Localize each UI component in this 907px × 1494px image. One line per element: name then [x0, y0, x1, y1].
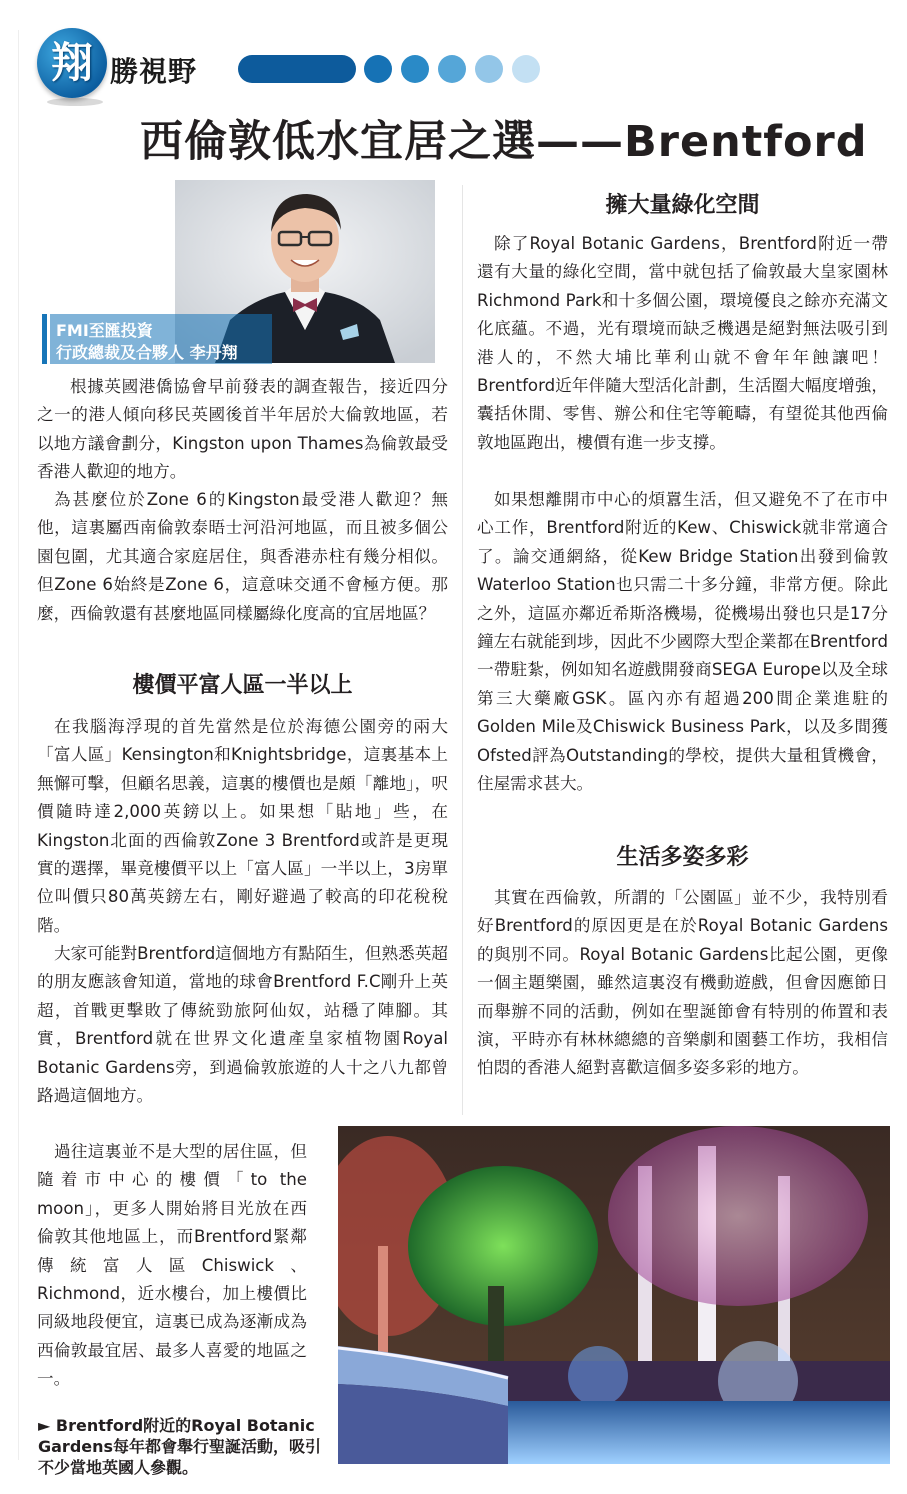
paragraph-6: 除了Royal Botanic Gardens，Brentford附近一帶還有大量的綠化空間，當中就包括了倫敦最大皇家園林Richmond Park和十多個公園，環境優良之餘亦充滿文化底蘊。不過，光有環境而缺乏機遇是絕對無法吸引到港人的，不然大埔比華利山就不會年年蝕讓吧！Brentford近年伴隨大型活化計劃，生活圈大幅度增強，囊括休閒、零售、辦公和住宅等範疇，有望從其他西倫敦地區跑出，樓價有進一步支撐。 — [477, 234, 888, 452]
column-name: 勝視野 — [110, 55, 198, 88]
author-company: FMI至匯投資 — [56, 321, 153, 340]
paragraph-7: 如果想離開市中心的煩囂生活，但又避免不了在市中心工作，Brentford附近的Kew、Chiswick就非常適合了。論交通網絡，從Kew Bridge Station出發到倫敦Waterloo Station也只需二十多分鐘，非常方便。除此之外，這區亦鄰近希斯洛機場，從機場出發也只是17分鐘左右就能到埗，因此不少國際大型企業都在Brentford一帶駐紮，例如知名遊戲開發商SEGA Europe以及全球第三大藥廠GSK。區內亦有超過200間企業進駐的Golden Mile及Chiswick Business Park，以及多間獲Ofsted評為Outstanding的學校，提供大量租賃機會，住屋需求甚大。 — [477, 490, 888, 794]
header-decor-dot-1 — [364, 55, 392, 83]
garden-illustration — [338, 1126, 890, 1464]
column-divider — [462, 185, 463, 1115]
subheading-green-space: 擁大量綠化空間 — [605, 193, 760, 218]
paragraph-5: 過往這裏並不是大型的居住區，但隨着市中心的樓價「to the moon」，更多人開始將目光放在西倫敦其他地區上，而Brentford緊鄰傳統富人區Chiswick、Richmond，近水樓台，加上樓價比同級地段便宜，這裏已成為逐漸成為西倫敦最宜居、最多人喜愛的地區之一。 — [37, 1142, 307, 1389]
photo-caption: ► Brentford附近的Royal Botanic Gardens每年都會舉行聖誕活動，吸引不少當地英國人參觀。 — [38, 1416, 322, 1477]
logo-shadow — [47, 98, 103, 106]
header-decor-dot-2 — [401, 55, 429, 83]
subheading-lifestyle: 生活多姿多彩 — [616, 845, 749, 870]
paragraph-3: 在我腦海浮現的首先當然是位於海德公園旁的兩大「富人區」Kensington和Knightsbridge，這裏基本上無懈可擊，但顧名思義，這裏的樓價也是頗「離地」，呎價隨時達2,000英鎊以上。如果想「貼地」些，在Kingston北面的西倫敦Zone 3 Brentford或許是更現實的選擇，畢竟樓價平以上「富人區」一半以上，3房單位叫價只80萬英鎊左右，剛好避過了較高的印花稅稅階。 — [37, 717, 448, 935]
paragraph-2: 為甚麼位於Zone 6的Kingston最受港人歡迎？無他，這裏屬西南倫敦泰晤士河沿河地區，而且被多個公園包圍，尤其適合家庭居住，與香港赤柱有幾分相似。但Zone 6始終是Zone 6，這意味交通不會極方便。那麼，西倫敦還有甚麼地區同樣屬綠化度高的宜居地區？ — [37, 490, 448, 623]
page-margin-rule — [18, 30, 19, 1460]
header-decor-dot-3 — [438, 55, 466, 83]
portrait-caption-accent — [42, 314, 47, 364]
paragraph-1: 根據英國港僑協會早前發表的調查報告，接近四分之一的港人傾向移民英國後首半年居於大倫敦地區，若以地方議會劃分，Kingston upon Thames為倫敦最受香港人歡迎的地方。 — [37, 377, 448, 482]
column-logo-glyph: 翔 — [50, 38, 93, 87]
author-title: 行政總裁及合夥人 李丹翔 — [56, 343, 238, 362]
paragraph-4: 大家可能對Brentford這個地方有點陌生，但熟悉英超的朋友應該會知道，當地的球會Brentford F.C剛升上英超，首戰更擊敗了傳統勁旅阿仙奴，站穩了陣腳。其實，Brentford就在世界文化遺產皇家植物園Royal Botanic Gardens旁，到過倫敦旅遊的人十之八九都曾路過這個地方。 — [37, 944, 448, 1106]
paragraph-8: 其實在西倫敦，所謂的「公園區」並不少，我特別看好Brentford的原因更是在於Royal Botanic Gardens的與別不同。Royal Botanic Gardens比起公園，更像一個主題樂園，雖然這裏沒有機動遊戲，但會因應節日而舉辦不同的活動，例如在聖誕節會有特別的佈置和表演，平時亦有林林總總的音樂劇和園藝工作坊，我相信怕悶的香港人絕對喜歡這個多姿多彩的地方。 — [477, 888, 888, 1078]
article-headline: 西倫敦低水宜居之選——Brentford — [140, 117, 868, 167]
botanic-garden-photo — [338, 1126, 890, 1464]
subheading-price: 樓價平富人區一半以上 — [132, 673, 353, 698]
header-decor-bar — [238, 55, 356, 83]
header-decor-dot-4 — [475, 55, 503, 83]
header-decor-dot-5 — [512, 55, 540, 83]
